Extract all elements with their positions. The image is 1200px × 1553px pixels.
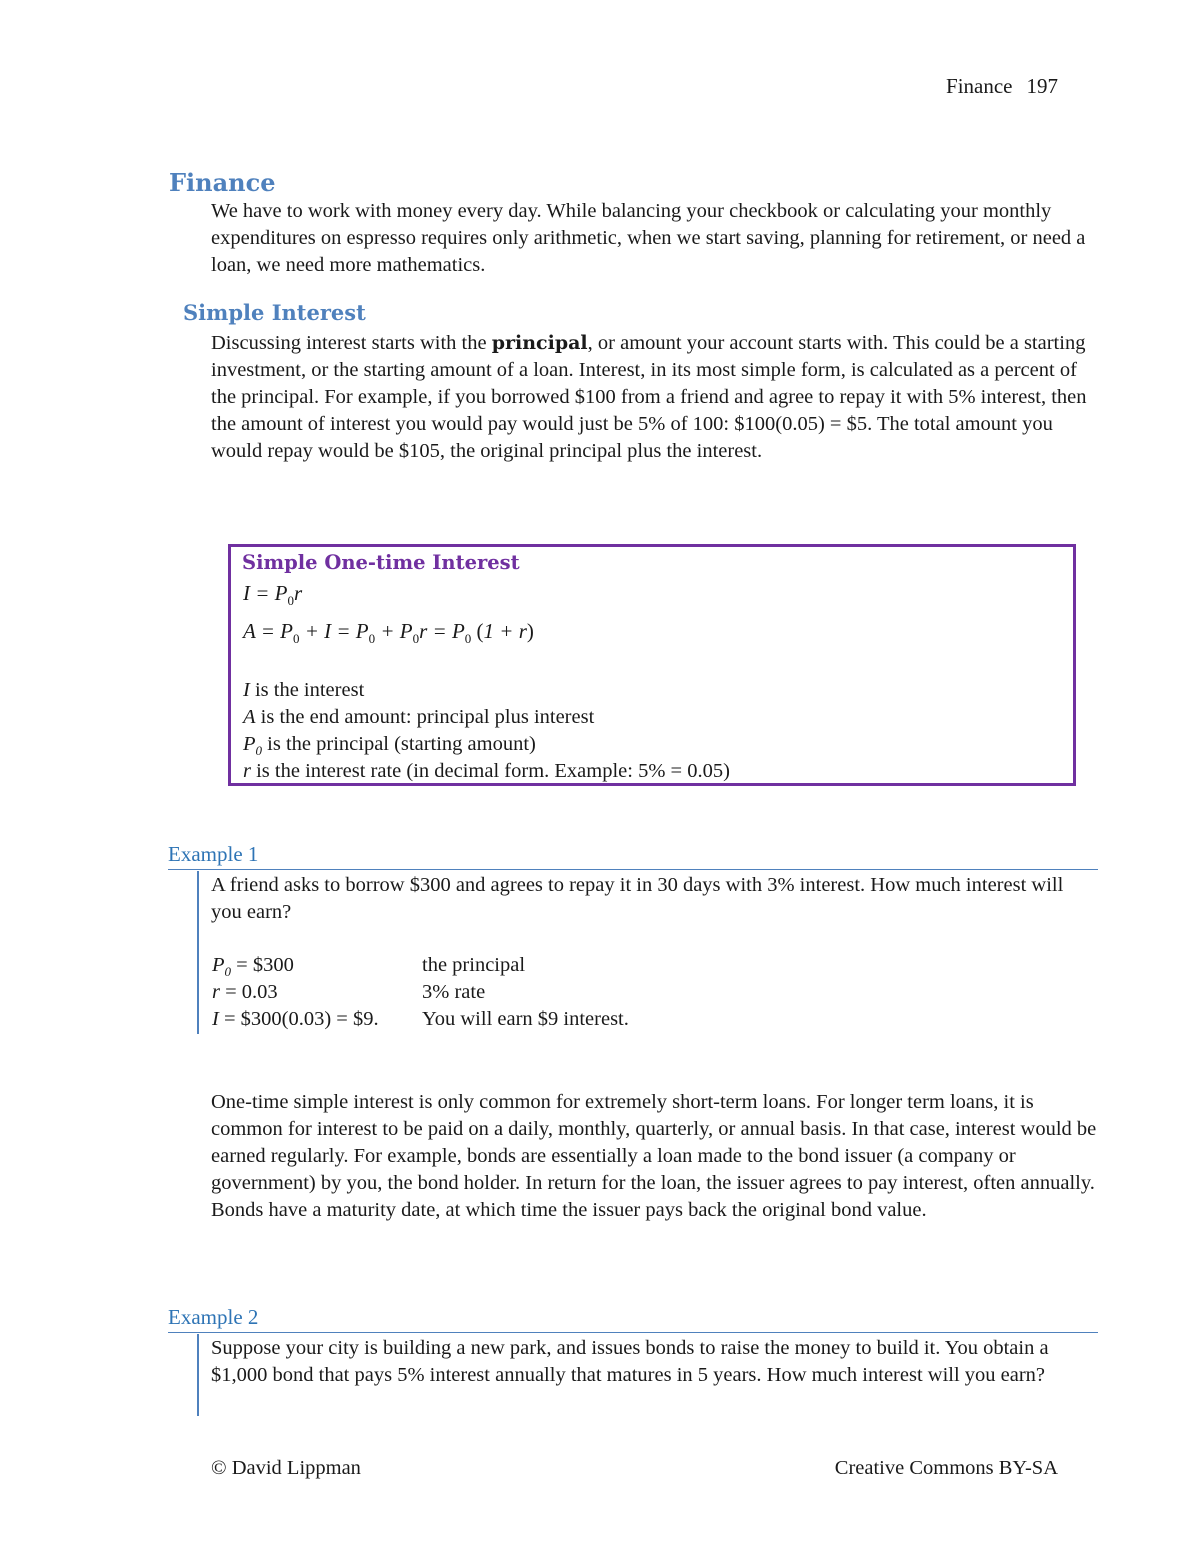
footer-license: Creative Commons BY-SA xyxy=(834,1457,1058,1479)
example1-row: r = 0.03 xyxy=(212,981,278,1003)
paragraph-text: , or amount your account starts with. This could be a starting investment, or the starting amount of a loan. Interest, in its most simple form, is calculated as a percent of the principal. For example, if you borrowed $100 from a friend and agree to repay it with 5% interest, then the amount of interest you would pay would just be 5% of 100: $100(0.05) = $5. The total amount you would repay would be $105, the original principal plus the interest. xyxy=(211,332,1087,462)
section-title: Finance xyxy=(169,168,276,197)
example1-row: I = $300(0.03) = $9. xyxy=(212,1008,379,1030)
page-number: 197 xyxy=(1026,74,1058,98)
header-section: Finance xyxy=(946,74,1013,98)
interest-formula: $I = P_0r$ xyxy=(243,581,303,609)
intro-paragraph xyxy=(211,198,1101,279)
example2-rule xyxy=(168,1332,1098,1333)
formula-box xyxy=(228,544,1076,786)
example1-note: 3% rate xyxy=(422,981,486,1003)
simple-interest-paragraph xyxy=(211,330,1101,465)
example2-title: Example 2 xyxy=(168,1305,259,1329)
example1-sidebar xyxy=(197,871,199,1034)
definition-i: I is the interest xyxy=(243,679,365,701)
intro-text: We have to work with money every day. While balancing your checkbook or calculating your monthly expenditures on espresso requires only arithmetic, when we start saving, planning for retirement, or need a loan, we need more mathematics. xyxy=(211,200,1086,276)
subsection-title: Simple Interest xyxy=(183,300,366,325)
example1-row: $P_0$ = $300 xyxy=(212,954,294,980)
amount-formula: $A = P_0 + I = P_0 + P_0r = P_0$ (1 + r) xyxy=(243,619,534,647)
bonds-paragraph: One-time simple interest is only common for extremely short-term loans. For longer term loans, it is common for interest to be paid on a daily, monthly, quarterly, or annual basis. In that case, interest would be earned regularly. For example, bonds are essentially a loan made to the bond issuer (a company or government) by you, the bond holder. In return for the loan, the issuer agrees to pay interest, often annually. Bonds have a maturity date, at which time the issuer pays back the original bond value. xyxy=(211,1091,1097,1221)
definition-a: A is the end amount: principal plus interest xyxy=(243,706,595,728)
example1-title: Example 1 xyxy=(168,842,259,866)
example1-note: You will earn $9 interest. xyxy=(422,1008,629,1030)
formula-box-title: Simple One-time Interest xyxy=(242,551,520,574)
footer-author: © David Lippman xyxy=(211,1457,361,1479)
running-header xyxy=(946,74,1058,99)
principal-term: principal xyxy=(491,332,588,354)
example2-question: Suppose your city is building a new park, and issues bonds to raise the money to build it. You obtain a $1,000 bond that pays 5% interest annually that matures in 5 years. How much interest will you earn? xyxy=(211,1337,1049,1386)
definition-r: r is the interest rate (in decimal form. Example: 5% = 0.05) xyxy=(243,760,730,782)
definition-p0: $P_0$ is the principal (starting amount) xyxy=(243,733,536,759)
example1-note: the principal xyxy=(422,954,526,976)
example2-sidebar xyxy=(197,1334,199,1416)
example1-question: A friend asks to borrow $300 and agrees to repay it in 30 days with 3% interest. How much interest will you earn? xyxy=(211,874,1064,923)
paragraph-text: Discussing interest starts with the xyxy=(211,332,492,354)
example1-rule xyxy=(168,869,1098,870)
